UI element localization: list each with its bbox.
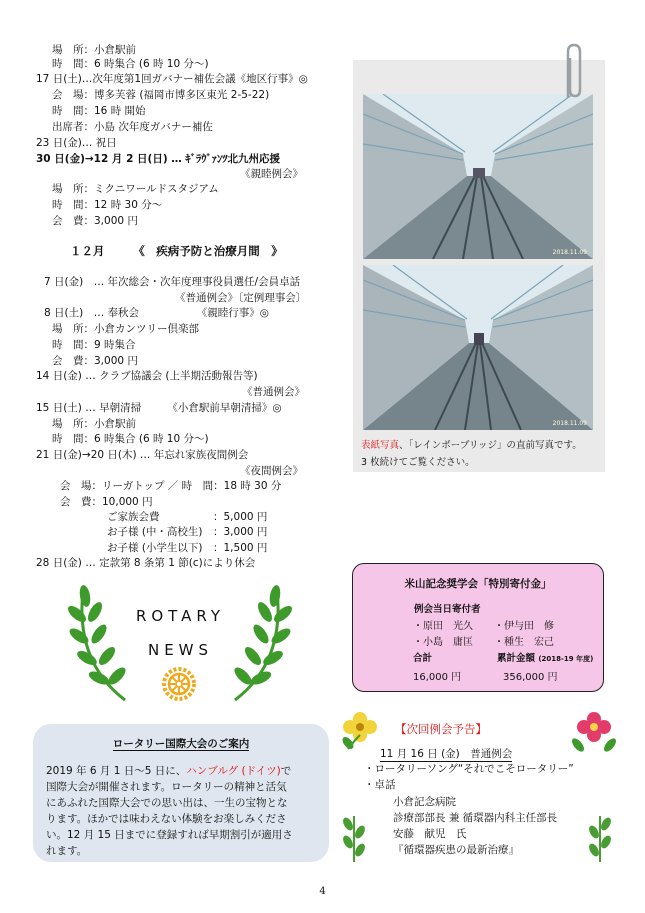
donation-subtitle: 例会当日寄付者 [414,604,481,615]
flower-icon [570,705,618,755]
talk-title: 『循環器疾患の最新治療』 [393,844,519,856]
schedule-line: 23 日(金)… 祝日 [36,137,117,149]
caption-highlight: 表紙写真 [361,440,400,451]
donation-title: 米山記念奨学会「特別寄付金」 [404,578,552,590]
fee-value: ：5,000 円 [213,511,268,523]
schedule-line: 7 日(金) … 年次総会・次年度理事役員選任/会員卓話 [44,276,301,288]
schedule-line: 21 日(金)→20 日(木) … 年忘れ家族夜間例会 [36,449,249,461]
flower-icon [338,705,382,751]
news-word: NEWS [147,641,214,659]
schedule-line: 《普通例会》 [242,386,305,398]
speaker-position: 診療部部長 兼 循環器内科主任部長 [393,812,558,824]
speaker-hospital: 小倉記念病院 [393,796,456,808]
paperclip-icon [560,42,586,102]
convention-line: ります。ほかでは味わえない体験をお楽しみくださ [46,813,287,825]
donor-name: ・原田 光久 [413,621,473,632]
fee-label: ご家族会費 [107,511,160,523]
caption-text: 、「レインボーブリッジ」の直前写真です。 [399,440,582,451]
schedule-line: 場 所：小倉カンツリー倶楽部 [52,323,199,335]
photo-panel [353,60,605,472]
schedule-line: 《夜間例会》 [240,465,303,477]
speaker-name: 安藤 献児 氏 [393,828,467,840]
convention-title: ロータリー国際大会のご案内 [112,738,250,750]
schedule-line: 28 日(金) … 定款第 8 条第 1 節(c)により休会 [36,557,256,569]
photo-caption-2: 3 枚続けてご覧ください。 [361,457,475,468]
donor-name: ・伊与田 修 [494,621,554,632]
convention-box [33,724,329,862]
schedule-line: 8 日(土) … 奉秋会 《親睦行事》◎ [44,307,269,319]
rotary-wheel-icon [161,666,197,702]
bridge-photo-2 [363,265,593,430]
cumulative-label: 累計金額 (2018-19 年度) [497,653,594,664]
schedule-line: 会 費：10,000 円 [60,496,153,508]
leaf-sprig-icon [586,812,614,862]
schedule-line: 17 日(土)…次年度第1回ガバナー補佐会議《地区行事》◎ [36,73,308,85]
schedule-line: 時 間：6 時集合 (6 時 10 分～) [52,58,209,70]
total-value: 16,000 円 [413,672,462,683]
next-meeting-item: ・ロータリーソング“それでこそロータリー” [364,763,574,775]
schedule-line: 会 場：リーガトップ ／ 時 間：18 時 30 分 [60,480,282,492]
convention-line: 国際大会が開催されます。ロータリーの精神と活気 [46,781,287,793]
schedule-line: 《親睦例会》 [240,168,303,180]
convention-line: い。12 月 15 日までに登録すれば早期割引が適用さ [46,829,293,841]
schedule-line: 会 費：3,000 円 [52,215,138,227]
schedule-line: 会 場：博多芙蓉 (福岡市博多区東光 2-5-22) [52,89,270,101]
donation-box [352,563,604,692]
total-label: 合計 [413,653,433,664]
month-heading: １２月 《 疾病予防と治療月間 》 [70,244,283,258]
photo-date-stamp: 2018.11.09 [552,249,587,256]
fee-value: ：3,000 円 [213,526,268,538]
schedule-line: 出席者：小島 次年度ガバナー補佐 [52,121,213,133]
schedule-line: 会 費：3,000 円 [52,355,138,367]
schedule-line: 場 所：小倉駅前 [52,418,136,430]
next-meeting-item: ・卓話 [364,779,396,791]
bridge-photo-1 [363,94,593,259]
schedule-line: 時 間：6 時集合 (6 時 10 分～) [52,433,209,445]
next-meeting-date: 11 月 16 日 (金) 普通例会 [380,748,513,760]
convention-line: にあふれた国際大会での思い出は、一生の宝物とな [46,797,288,809]
schedule-line: 場 所：小倉駅前 [52,44,136,56]
leaf-sprig-icon [340,812,368,862]
convention-line: 2019 年 6 月 1 日～5 日に、ハンブルグ (ドイツ)で [46,765,292,777]
fee-label: お子様 (小学生以下) [107,542,203,554]
schedule-line: 14 日(金) … クラブ協議会 (上半期活動報告等) [36,370,258,382]
schedule-line: 《普通例会》〔定例理事会〕 [175,292,307,304]
photo-date-stamp: 2018.11.09 [552,420,587,427]
fee-label: お子様 (中・高校生) [107,526,203,538]
cumulative-value: 356,000 円 [503,672,558,683]
schedule-line: 15 日(土) … 早朝清掃 《小倉駅前早朝清掃》◎ [36,402,282,414]
schedule-line: 時 間：12 時 30 分～ [52,199,163,211]
schedule-line: 時 間：9 時集合 [52,339,136,351]
convention-line: れます。 [46,845,88,857]
convention-city: ハンブルグ (ドイツ) [186,765,281,777]
page-number: 4 [319,886,326,897]
schedule-line: 30 日(金)→12 月 2 日(日) … ｷﾞﾗｳﾞｧﾝﾂ北九州応援 [36,153,280,165]
donor-name: ・小島 庸匡 [413,637,473,648]
fee-value: ：1,500 円 [213,542,268,554]
donor-name: ・種生 宏己 [494,637,554,648]
schedule-line: 場 所：ミクニワールドスタジアム [52,183,219,195]
rotary-word: ROTARY [135,607,226,625]
schedule-line: 時 間：16 時 開始 [52,105,146,117]
next-meeting-title: 【次回例会予告】 [395,722,487,736]
photo-caption [361,437,582,451]
